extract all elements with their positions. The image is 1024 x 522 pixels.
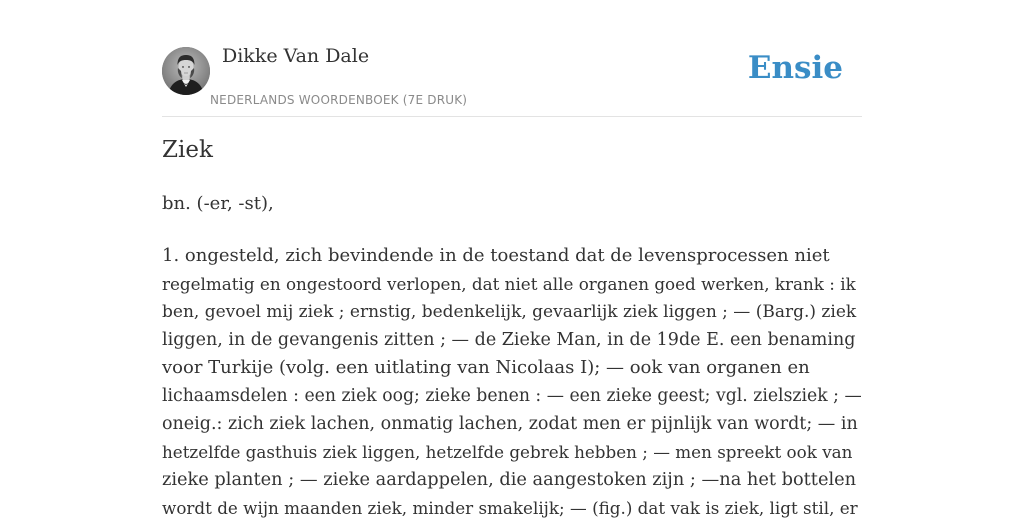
definition-line: liggen, in de gevangenis zitten ; — de Zieke Man, in de 19de E. een benaming <box>162 330 856 350</box>
definition-line: ben, gevoel mij ziek ; ernstig, bedenkelijk, gevaarlijk ziek liggen ; — (Barg.) ziek <box>162 302 857 322</box>
definition-line: oneig.: zich ziek lachen, onmatig lachen, zodat men er pijnlijk van wordt; — in <box>162 414 858 434</box>
dictionary-author-avatar <box>162 47 210 95</box>
page <box>162 0 862 518</box>
definition-line: voor Turkije (volg. een uitlating van Nicolaas I); — ook van organen en <box>162 357 810 378</box>
brand-logo[interactable]: Ensie <box>747 50 843 86</box>
dictionary-subtitle: NEDERLANDS WOORDENBOEK (7E DRUK) <box>210 93 468 107</box>
definition-line: hetzelfde gasthuis ziek liggen, hetzelfde gebrek hebben ; — men spreekt ook van <box>162 442 853 462</box>
definition-line: lichaamsdelen : een ziek oog; zieke benen : — een zieke geest; vgl. zielsziek ; — <box>162 386 862 406</box>
definition-line: 1. ongesteld, zich bevindende in de toestand dat de levensprocessen niet <box>162 245 830 266</box>
author-portrait-icon <box>162 47 210 95</box>
definition-line: wordt de wijn maanden ziek, minder smakelijk; — (fig.) dat vak is ziek, ligt stil, er <box>162 498 858 518</box>
dictionary-name[interactable]: Dikke Van Dale <box>222 45 370 67</box>
entry-term: Ziek <box>162 137 213 163</box>
definition-line: zieke planten ; — zieke aardappelen, die aangestoken zijn ; —na het bottelen <box>162 470 857 490</box>
entry-definition <box>162 242 862 522</box>
dictionary-header <box>162 0 862 117</box>
definition-line: regelmatig en ongestoord verlopen, dat niet alle organen goed werken, krank : ik <box>162 274 856 294</box>
entry-grammar: bn. (-er, -st), <box>162 193 274 214</box>
